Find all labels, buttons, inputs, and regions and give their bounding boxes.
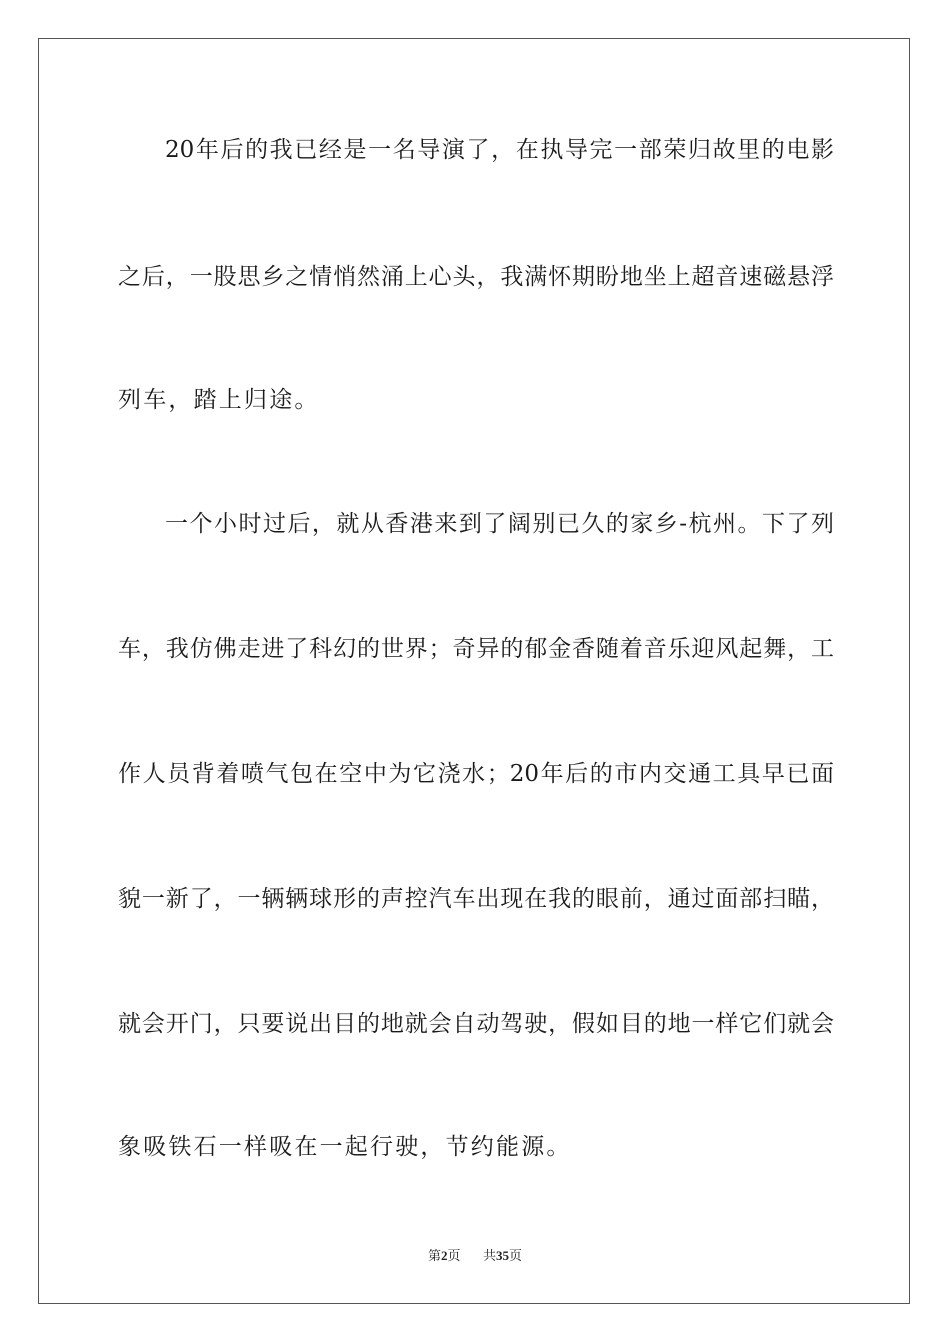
paragraph-1-line-1: 20年后的我已经是一名导演了，在执导完一部荣归故里的电影 [165, 137, 834, 163]
paragraph-2-line-5: 就会开门，只要说出目的地就会自动驾驶，假如目的地一样它们就会 [118, 1011, 834, 1037]
page-border [38, 38, 910, 1304]
paragraph-2-line-4: 貌一新了，一辆辆球形的声控汽车出现在我的眼前，通过面部扫瞄， [118, 886, 834, 912]
paragraph-1-line-2: 之后，一股思乡之情悄然涌上心头，我满怀期盼地坐上超音速磁悬浮 [118, 264, 834, 290]
footer-page-prefix: 第 [427, 1248, 441, 1263]
paragraph-2-line-1: 一个小时过后，就从香港来到了阔别已久的家乡-杭州。下了列 [165, 511, 834, 537]
footer-total-prefix: 共 [483, 1248, 497, 1263]
footer-page-suffix: 页 [447, 1248, 461, 1263]
footer-total-pages: 35 [496, 1248, 510, 1263]
paragraph-1-line-3: 列车，踏上归途。 [118, 387, 320, 413]
paragraph-2-line-3: 作人员背着喷气包在空中为它浇水；20年后的市内交通工具早已面 [118, 761, 834, 787]
footer-total-suffix: 页 [509, 1248, 523, 1263]
paragraph-2-line-2: 车，我仿佛走进了科幻的世界；奇异的郁金香随着音乐迎风起舞，工 [118, 636, 834, 662]
paragraph-2-line-6: 象吸铁石一样吸在一起行驶，节约能源。 [118, 1134, 572, 1160]
footer-page-number: 2 [440, 1248, 448, 1263]
page-footer [0, 1248, 950, 1264]
